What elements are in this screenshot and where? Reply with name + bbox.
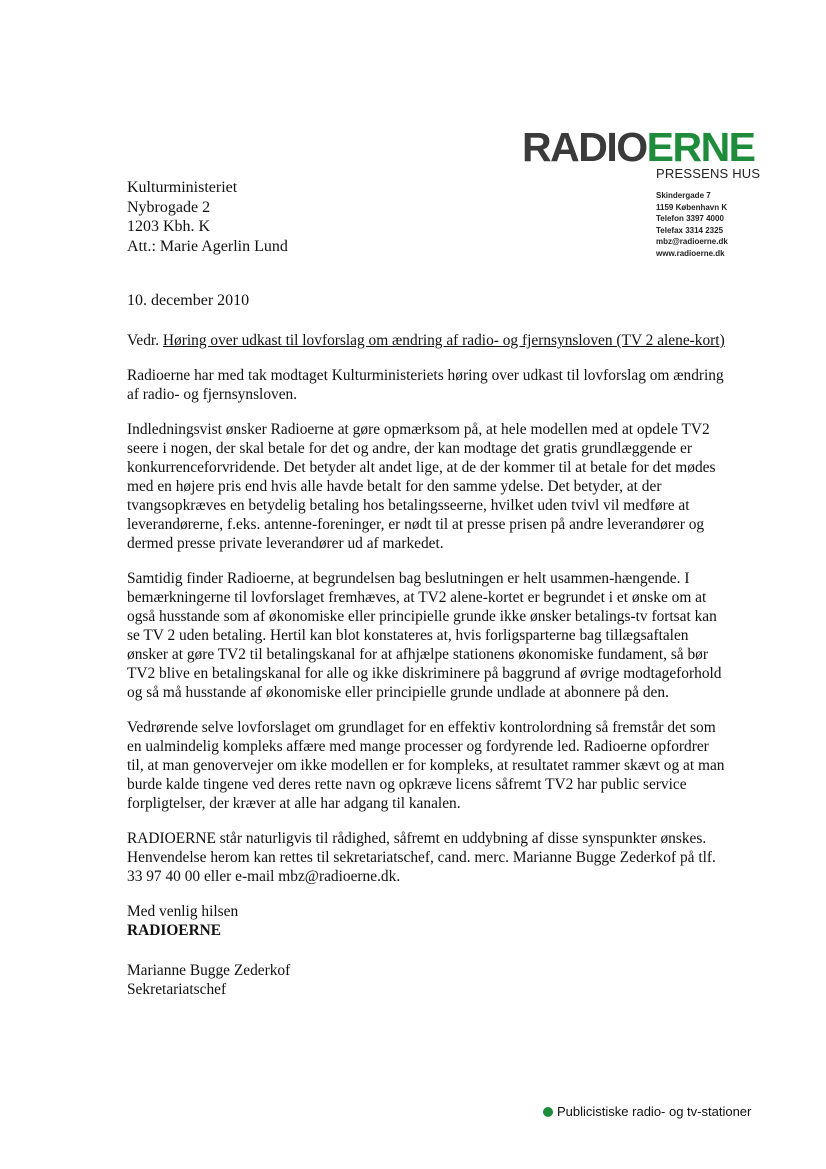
contact-website: www.radioerne.dk bbox=[656, 248, 725, 258]
recipient-line: 1203 Kbh. K bbox=[127, 218, 211, 235]
logo-word-dark: RADIO bbox=[522, 124, 647, 170]
recipient-line: Att.: Marie Agerlin Lund bbox=[127, 237, 288, 255]
body-paragraph: Indledningsvist ønsker Radioerne at gøre opmærksom på, at hele modellen med at opdele TV2 seere i nogen, der skal betale for det og andre, der kan modtage det gratis grundlæggende er konkurrenceforvridende. Det betyder alt andet lige, at de der kommer til at betale for det mødes med en højere pris end hvis alle havde betalt for den samme ydelse. Det betyder, at der tvangsopkræves en betydelig betaling hos betalingsseerne, hvilket uden tvivl vil medføre at leverandørerne, f.eks. antenne-foreninger, er nødt til at presse prisen på andre leverandører og dermed presse private leverandører ud af markedet. bbox=[127, 421, 716, 552]
contact-phone: Telefon 3397 4000 bbox=[656, 214, 724, 224]
signer-title: Sekretariatschef bbox=[127, 981, 227, 998]
signature-block bbox=[127, 902, 727, 999]
recipient-address bbox=[127, 178, 288, 256]
radioerne-logo bbox=[522, 124, 762, 181]
sender-contact-block bbox=[656, 190, 728, 260]
body-paragraph: Samtidig finder Radioerne, at begrundelsen bag beslutningen er helt usammen-hængende. I bemærkningerne til lovforslaget fremhæves, at TV2 alene-kortet er begrundet i et ønske om at også husstande som af økonomiske eller principielle grunde ikke ønsker betalings-tv fortsat kan se TV 2 uden betaling. Hertil kan blot konstateres at, hvis forligsparterne bag tillægsaftalen ønsker at gøre TV2 til betalingskanal for at afhjælpe stationens økonomiske fundament, så bør TV2 blive en betalingskanal for alle og ikke diskriminere på baggrund af øvrige modtageforhold og så må husstande af økonomiske eller principielle grunde undlade at abonnere på den. bbox=[127, 570, 722, 701]
signer-name: Marianne Bugge Zederkof bbox=[127, 962, 291, 979]
body-paragraph: Vedrørende selve lovforslaget om grundlaget for en effektiv kontrolordning så fremstår det som en ualmindelig kompleks affære med mange processer og fordyrende led. Radioerne opfordrer til, at man genovervejer om ikke modellen er for kompleks, at resultatet rammer skævt og at man burde kalde tingene ved deres rette navn og opkræve licens såfremt TV2 har public service forpligtelser, der kræver at alle har adgang til kanalen. bbox=[127, 719, 725, 812]
footer-tagline bbox=[543, 1104, 751, 1119]
contact-city: 1159 København K bbox=[656, 202, 728, 212]
letter-body bbox=[127, 331, 727, 999]
body-paragraph: RADIOERNE står naturligvis til rådighed, såfremt en uddybning af disse synspunkter ønskes. Henvendelse herom kan rettes til sekretariatschef, cand. merc. Marianne Bugge Zederkof på tlf. 33 97 40 00 eller e-mail mbz@radioerne.dk. bbox=[127, 830, 716, 885]
green-dot-icon bbox=[543, 1107, 553, 1117]
subject-text: Høring over udkast til lovforslag om ændring af radio- og fjernsynsloven (TV 2 alene-kort) bbox=[162, 332, 725, 349]
recipient-line: Kulturministeriet bbox=[127, 179, 238, 196]
subject-line bbox=[127, 331, 727, 350]
closing-org: RADIOERNE bbox=[127, 922, 222, 939]
logo-word-green: ERNE bbox=[646, 124, 755, 170]
contact-fax: Telefax 3314 2325 bbox=[656, 225, 724, 235]
logo-subtitle: PRESSENS HUS bbox=[656, 166, 761, 181]
footer-text: Publicistiske radio- og tv-stationer bbox=[557, 1104, 752, 1119]
recipient-line: Nybrogade 2 bbox=[127, 198, 211, 216]
closing-greeting: Med venlig hilsen bbox=[127, 903, 239, 920]
body-paragraph: Radioerne har med tak modtaget Kulturministeriets høring over udkast til lovforslag om ændring af radio- og fjernsynsloven. bbox=[127, 367, 724, 403]
contact-street: Skindergade 7 bbox=[656, 191, 711, 200]
contact-email: mbz@radioerne.dk bbox=[656, 237, 728, 247]
letter-date: 10. december 2010 bbox=[127, 292, 250, 309]
logo-wordmark bbox=[522, 126, 762, 168]
subject-prefix: Vedr. bbox=[127, 332, 160, 349]
